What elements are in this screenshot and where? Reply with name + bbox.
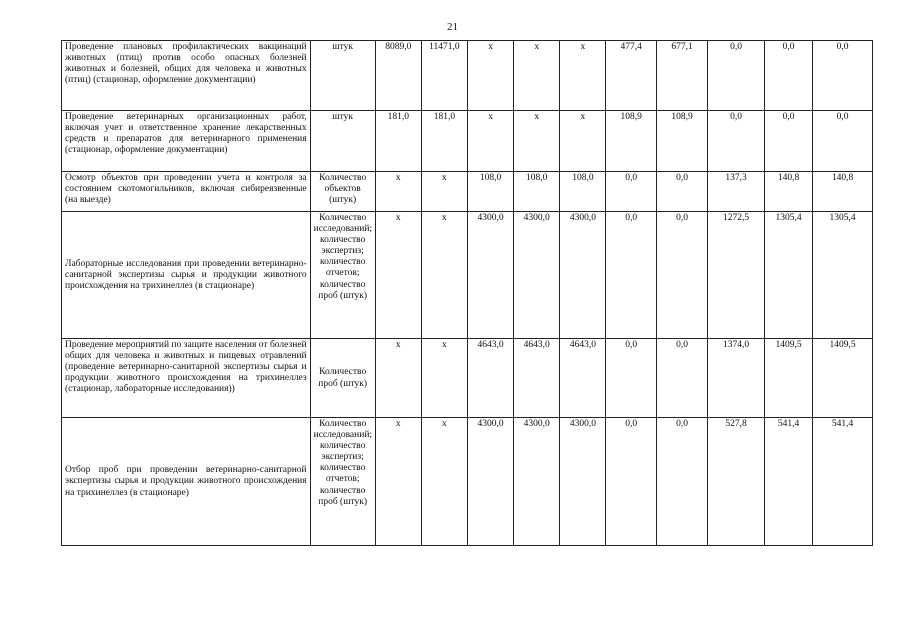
value-cell: 11471,0	[421, 41, 467, 111]
value-cell: х	[421, 172, 467, 212]
value-cell: 4300,0	[514, 212, 560, 339]
value-cell: 108,9	[656, 111, 707, 172]
value-cell: 0,0	[606, 418, 656, 546]
unit-cell: штук	[310, 41, 375, 111]
value-cell: 4643,0	[560, 339, 606, 418]
value-cell: 0,0	[764, 41, 812, 111]
value-cell: 4300,0	[468, 418, 514, 546]
value-cell: х	[375, 172, 421, 212]
services-table	[61, 40, 873, 546]
value-cell: х	[421, 339, 467, 418]
value-cell: 0,0	[606, 172, 656, 212]
value-cell: х	[560, 41, 606, 111]
unit-cell: Количество объектов (штук)	[310, 172, 375, 212]
value-cell: 4300,0	[560, 418, 606, 546]
value-cell: 108,9	[606, 111, 656, 172]
value-cell: 1409,5	[764, 339, 812, 418]
table-row	[62, 172, 873, 212]
value-cell: 0,0	[656, 418, 707, 546]
value-cell: 0,0	[656, 339, 707, 418]
service-description: Лабораторные исследования при проведении ветеринарно-санитарной экспертизы сырья и продукции животного происхождения на трихинеллез (в стационаре)	[62, 212, 311, 339]
page-number: 21	[447, 21, 458, 33]
service-description: Проведение ветеринарных организационных работ, включая учет и ответственное хранение лекарственных средств и препаратов для ветеринарного применения (стационар, оформление документации)	[62, 111, 311, 172]
value-cell: х	[468, 111, 514, 172]
value-cell: х	[421, 212, 467, 339]
value-cell: 181,0	[421, 111, 467, 172]
value-cell: 677,1	[656, 41, 707, 111]
value-cell: 137,3	[708, 172, 765, 212]
value-cell: 8089,0	[375, 41, 421, 111]
value-cell: 4643,0	[514, 339, 560, 418]
value-cell: х	[375, 212, 421, 339]
table-row	[62, 339, 873, 418]
table-row	[62, 111, 873, 172]
value-cell: 477,4	[606, 41, 656, 111]
value-cell: 4643,0	[468, 339, 514, 418]
value-cell: 0,0	[606, 212, 656, 339]
value-cell: 140,8	[813, 172, 873, 212]
value-cell: х	[421, 418, 467, 546]
value-cell: 0,0	[656, 172, 707, 212]
value-cell: 0,0	[708, 111, 765, 172]
value-cell: 541,4	[813, 418, 873, 546]
value-cell: х	[375, 418, 421, 546]
unit-cell: Количество проб (штук)	[310, 339, 375, 418]
table-row	[62, 41, 873, 111]
service-description: Осмотр объектов при проведении учета и контроля за состоянием скотомогильников, включая сибиреязвенные (на выезде)	[62, 172, 311, 212]
value-cell: х	[468, 41, 514, 111]
value-cell: 0,0	[764, 111, 812, 172]
value-cell: 181,0	[375, 111, 421, 172]
table-row	[62, 418, 873, 546]
value-cell: 140,8	[764, 172, 812, 212]
value-cell: 4300,0	[560, 212, 606, 339]
table-row	[62, 212, 873, 339]
value-cell: х	[375, 339, 421, 418]
value-cell: 1305,4	[764, 212, 812, 339]
value-cell: 1305,4	[813, 212, 873, 339]
value-cell: 0,0	[708, 41, 765, 111]
value-cell: 108,0	[514, 172, 560, 212]
unit-cell: штук	[310, 111, 375, 172]
unit-cell: Количество исследований; количество экспертиз; количество отчетов; количество проб (штук)	[310, 418, 375, 546]
value-cell: 527,8	[708, 418, 765, 546]
value-cell: 1374,0	[708, 339, 765, 418]
value-cell: 4300,0	[514, 418, 560, 546]
service-description: Отбор проб при проведении ветеринарно-санитарной экспертизы сырья и продукции животного происхождения на трихинеллез (в стационаре)	[62, 418, 311, 546]
value-cell: х	[560, 111, 606, 172]
value-cell: 0,0	[656, 212, 707, 339]
value-cell: 541,4	[764, 418, 812, 546]
value-cell: 0,0	[606, 339, 656, 418]
value-cell: 1272,5	[708, 212, 765, 339]
value-cell: 0,0	[813, 111, 873, 172]
value-cell: 4300,0	[468, 212, 514, 339]
value-cell: 0,0	[813, 41, 873, 111]
value-cell: 108,0	[560, 172, 606, 212]
value-cell: х	[514, 111, 560, 172]
service-description: Проведение плановых профилактических вакцинаций животных (птиц) против особо опасных болезней животных и болезней, общих для человека и животных (птиц) (стационар, оформление документации)	[62, 41, 311, 111]
unit-cell: Количество исследований; количество экспертиз; количество отчетов; количество проб (штук)	[310, 212, 375, 339]
value-cell: 1409,5	[813, 339, 873, 418]
value-cell: 108,0	[468, 172, 514, 212]
service-description: Проведение мероприятий по защите населения от болезней общих для человека и животных и пищевых отравлений (проведение ветеринарно-санитарной экспертизы сырья и продукции животного происхождения на трихинеллез (стационар, лабораторные исследования))	[62, 339, 311, 418]
value-cell: х	[514, 41, 560, 111]
